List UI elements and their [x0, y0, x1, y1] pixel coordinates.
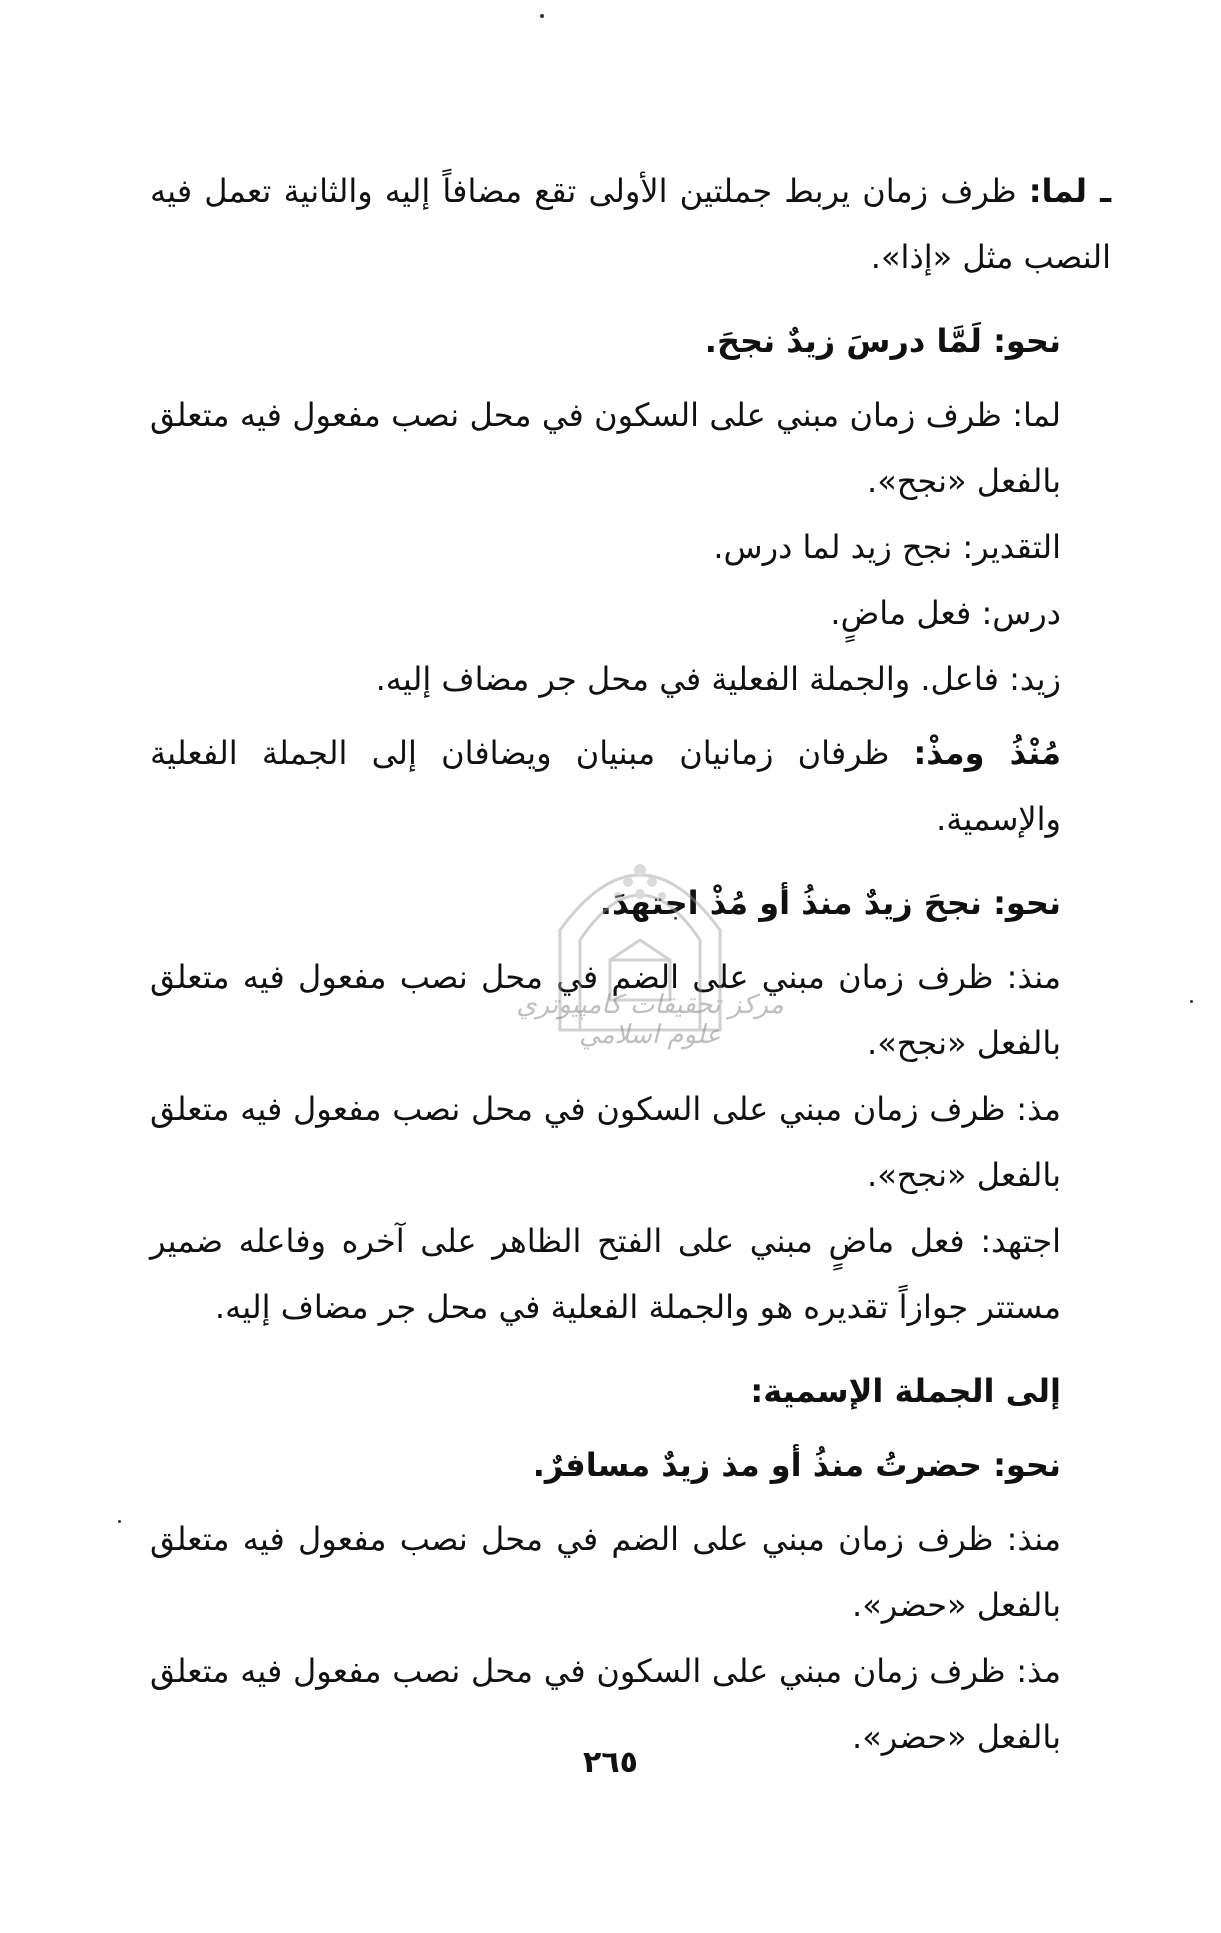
- parse-ijtahada: [150, 1208, 1111, 1340]
- parse-mundhu-2: [150, 1506, 1111, 1638]
- term-label: لما:: [1012, 396, 1061, 434]
- parse-lamma: [150, 382, 1111, 514]
- section-heading-nominal-sentence: [150, 1358, 1111, 1424]
- example-text: لَمَّا درسَ زيدٌ نجحَ.: [704, 322, 994, 360]
- paragraph-text: فعل ماضٍ.: [830, 594, 982, 632]
- scan-speck: [540, 14, 544, 18]
- example-label: نحو:: [993, 1446, 1061, 1484]
- term-label: زيد:: [1009, 660, 1061, 698]
- example-label: نحو:: [993, 322, 1061, 360]
- paragraph-text: نجح زيد لما درس.: [713, 528, 963, 566]
- example-lamma: [150, 308, 1111, 374]
- paragraph-text: ظرف زمان مبني على السكون في محل نصب مفعول فيه متعلق بالفعل «نجح».: [150, 396, 1061, 500]
- scan-speck: [118, 1520, 121, 1523]
- paragraph-text: فاعل. والجملة الفعلية في محل جر مضاف إليه.: [375, 660, 1010, 698]
- page-number: ٢٦٥: [583, 1745, 638, 1780]
- paragraph-text: ظرف زمان مبني على الضم في محل نصب مفعول فيه متعلق بالفعل «حضر».: [150, 1520, 1061, 1624]
- term-label: ـ لما:: [1028, 172, 1112, 210]
- parse-zayd: [150, 646, 1111, 712]
- parse-daras: [150, 580, 1111, 646]
- example-text: حضرتُ منذُ أو مذ زيدٌ مسافرٌ.: [532, 1446, 994, 1484]
- term-label: مذ:: [1016, 1090, 1061, 1128]
- paragraph-lamma-definition: [150, 158, 1111, 290]
- term-label: منذ:: [1006, 958, 1061, 996]
- parse-taqdir: [150, 514, 1111, 580]
- parse-mudh: [150, 1076, 1111, 1208]
- paragraph-text: ظرف زمان مبني على السكون في محل نصب مفعول فيه متعلق بالفعل «نجح».: [150, 1090, 1061, 1194]
- term-label: مذ:: [1016, 1652, 1061, 1690]
- example-label: نحو:: [993, 884, 1061, 922]
- scan-speck: [1190, 1000, 1193, 1003]
- paragraph-text: ظرف زمان مبني على السكون في محل نصب مفعول فيه متعلق بالفعل «حضر».: [150, 1652, 1061, 1756]
- term-label: درس:: [981, 594, 1061, 632]
- example-text: نجحَ زيدٌ منذُ أو مُذْ اجتهدَ.: [599, 884, 994, 922]
- paragraph-text: ظرف زمان يربط جملتين الأولى تقع مضافاً إليه والثانية تعمل فيه النصب مثل «إذا».: [150, 172, 1111, 276]
- term-label: مُنْذُ ومذْ:: [913, 734, 1062, 772]
- term-label: منذ:: [1006, 1520, 1061, 1558]
- watermark-text: مركز تحقيقات كامپيوتري علوم اسلامي: [516, 990, 784, 1050]
- paragraph-text: فعل ماضٍ مبني على الفتح الظاهر على آخره وفاعله ضمير مستتر جوازاً تقديره هو والجملة الفعلية في محل جر مضاف إليه.: [150, 1222, 1061, 1326]
- heading-text: إلى الجملة الإسمية:: [750, 1372, 1061, 1410]
- term-label: اجتهد:: [980, 1222, 1061, 1260]
- term-label: التقدير:: [962, 528, 1061, 566]
- example-hadartu: [150, 1432, 1111, 1498]
- paragraph-text: ظرف زمان مبني على الضم في محل نصب مفعول فيه متعلق بالفعل «نجح».: [150, 958, 1061, 1062]
- paragraph-text: ظرفان زمانيان مبنيان ويضافان إلى الجملة الفعلية والإسمية.: [150, 734, 1061, 838]
